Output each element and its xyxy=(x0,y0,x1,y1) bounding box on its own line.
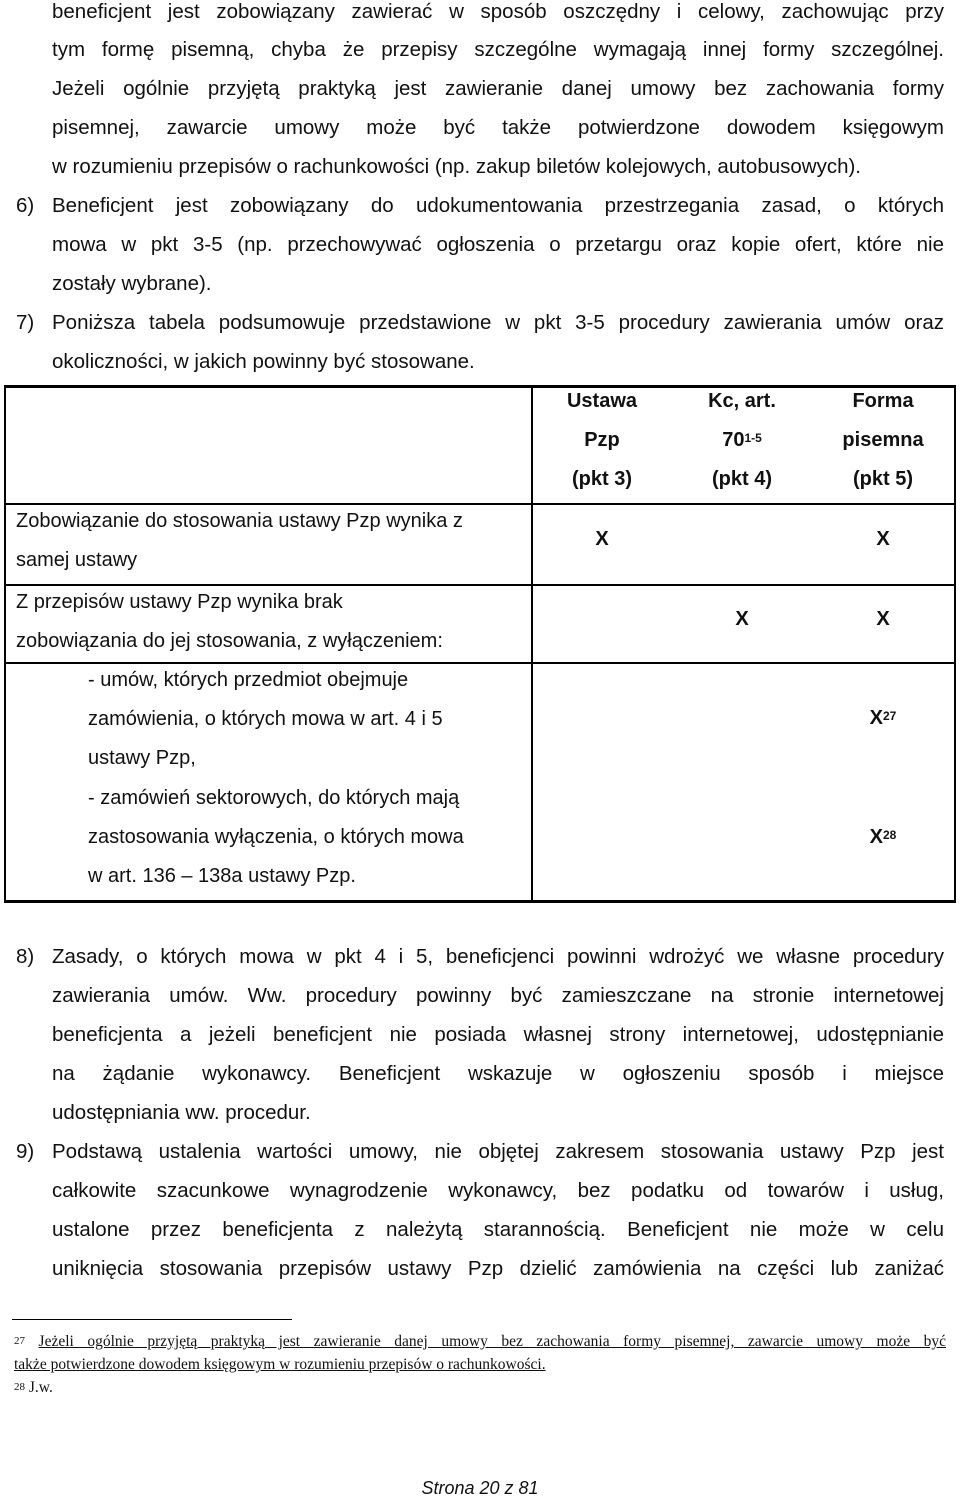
item-8-line-4: na żądanie wykonawcy. Beneficjent wskazuje w ogłoszeniu sposób i miejsce xyxy=(52,1062,944,1085)
row-1-ustawa-mark: X xyxy=(595,528,609,550)
table-right-edge xyxy=(954,385,956,903)
item-8-line-1: Zasady, o których mowa w pkt 4 i 5, beneficjenci powinni wdrożyć we własne procedury xyxy=(52,945,944,968)
footnote-27-line-2: także potwierdzone dowodem księgowym w rozumieniu przepisów o rachunkowości. xyxy=(14,1356,546,1373)
footnote-28 xyxy=(14,1376,53,1399)
table-left-edge xyxy=(4,385,6,903)
item-8-line-3: beneficjenta a jeżeli beneficjent nie posiada własnej strony internetowej, udostępnianie xyxy=(52,1023,944,1046)
item-7-number: 7) xyxy=(16,311,35,334)
item-8-number: 8) xyxy=(16,945,35,968)
item-6-line-3: zostały wybrane). xyxy=(52,272,212,295)
intro-line-4: pisemnej, zawarcie umowy może być także potwierdzone dowodem księgowym xyxy=(52,116,944,139)
item-7-line-2: okoliczności, w jakich powinny być stosowane. xyxy=(52,350,475,373)
footnote-28-number: 28 xyxy=(14,1381,25,1393)
row-2-label: Z przepisów ustawy Pzp wynika brak zobowiązania do jej stosowania, z wyłączeniem: xyxy=(16,591,443,652)
intro-line-1: beneficjent jest zobowiązany zawierać w sposób oszczędny i celowy, zachowując przy xyxy=(52,0,944,23)
item-9-line-4: uniknięcia stosowania przepisów ustawy Pzp dzielić zamówienia na części lub zaniżać xyxy=(52,1257,944,1280)
row-4-label: - zamówień sektorowych, do których mają zastosowania wyłączenia, o których mowa w art. 136 – 138a ustawy Pzp. xyxy=(88,787,464,887)
footnote-separator xyxy=(12,1319,292,1320)
row-2-forma-mark: X xyxy=(876,608,890,630)
footnote-27-line-1: Jeżeli ogólnie przyjętą praktyką jest zawieranie danej umowy bez zachowania formy pisemnej, zawarcie umowy może być xyxy=(38,1333,946,1350)
item-6-line-1: Beneficjent jest zobowiązany do udokumentowania przestrzegania zasad, o których xyxy=(52,194,944,217)
item-9-line-2: całkowite szacunkowe wynagrodzenie wykonawcy, bez podatku od towarów i usług, xyxy=(52,1179,944,1202)
item-9-line-3: ustalone przez beneficjenta z należytą starannością. Beneficjent nie może w celu xyxy=(52,1218,944,1241)
intro-line-5: w rozumieniu przepisów o rachunkowości (np. zakup biletów kolejowych, autobusowych). xyxy=(52,155,861,178)
item-8-line-5: udostępniania ww. procedur. xyxy=(52,1101,311,1124)
item-9-line-1: Podstawą ustalenia wartości umowy, nie objętej zakresem stosowania ustawy Pzp jest xyxy=(52,1140,944,1163)
row-1-label: Zobowiązanie do stosowania ustawy Pzp wynika z samej ustawy xyxy=(16,510,463,571)
footnote-ref-28: 28 xyxy=(882,828,897,842)
header-forma-pisemna: Forma pisemna (pkt 5) xyxy=(842,390,924,490)
header-kc-art: Kc, art. 70$^{1-5}$ (pkt 4) xyxy=(708,390,776,490)
item-6-number: 6) xyxy=(16,194,35,217)
footnote-ref-27: 27 xyxy=(882,709,897,723)
row-3-forma-mark: $X^{27}$ xyxy=(869,707,897,729)
header-ustawa-pzp: Ustawa Pzp (pkt 3) xyxy=(566,390,638,490)
intro-line-2: tym formę pisemną, chyba że przepisy szczególne wymagają innej formy szczególnej. xyxy=(52,38,944,61)
row-4-forma-mark: $X^{28}$ xyxy=(869,826,897,848)
row-2-kc-mark: X xyxy=(735,608,749,630)
footnote-28-text: J.w. xyxy=(28,1379,53,1396)
intro-line-3: Jeżeli ogólnie przyjętą praktyką jest zawieranie danej umowy bez zachowania formy xyxy=(52,77,944,100)
item-8-line-2: zawierania umów. Ww. procedury powinny być zamieszczane na stronie internetowej xyxy=(52,984,944,1007)
row-1-forma-mark: X xyxy=(876,528,890,550)
item-6-line-2: mowa w pkt 3-5 (np. przechowywać ogłoszenia o przetargu oraz kopie ofert, które nie xyxy=(52,233,944,256)
row-3-label: - umów, których przedmiot obejmuje zamówienia, o których mowa w art. 4 i 5 ustawy Pzp, xyxy=(88,669,443,769)
footnote-27-number: 27 xyxy=(14,1335,25,1347)
item-7-line-1: Poniższa tabela podsumowuje przedstawione w pkt 3-5 procedury zawierania umów oraz xyxy=(52,311,944,334)
item-9-number: 9) xyxy=(16,1140,35,1163)
page-number: Strona 20 z 81 xyxy=(421,1478,539,1498)
footnote-27 xyxy=(14,1330,946,1376)
